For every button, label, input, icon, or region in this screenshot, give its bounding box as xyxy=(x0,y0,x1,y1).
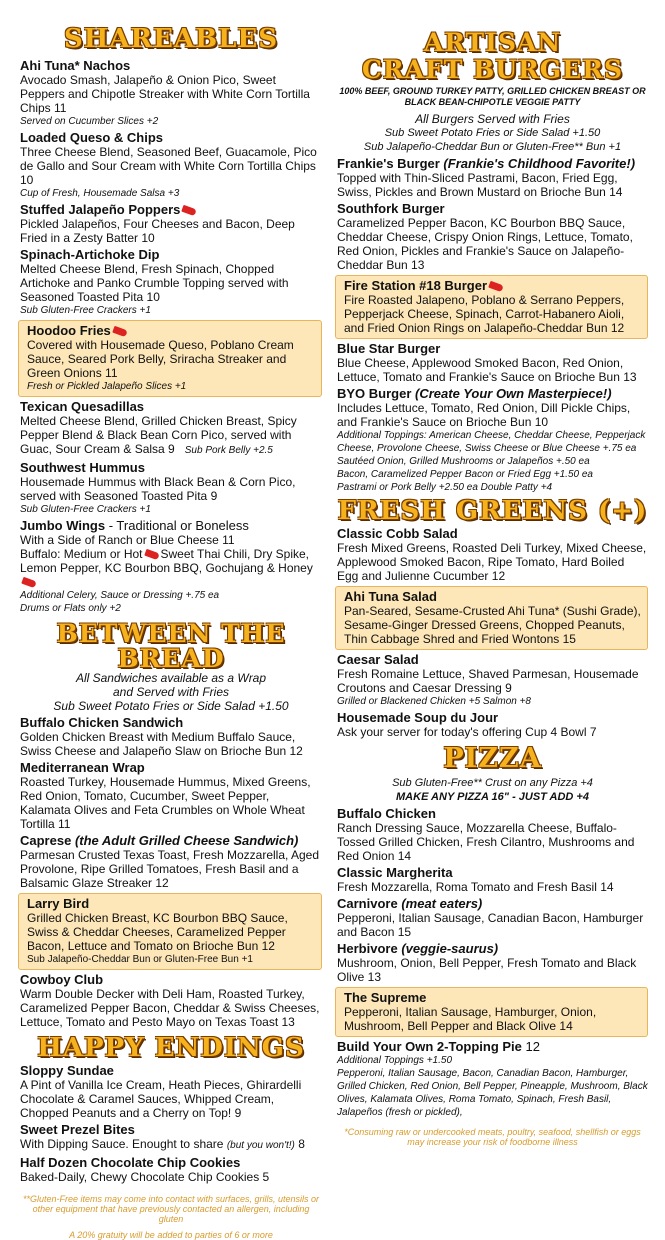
item-note: Cup of Fresh, Housemade Salsa +3 xyxy=(20,188,180,199)
item-note: Sub Gluten-Free Crackers +1 xyxy=(20,504,151,515)
menu-item-caprese xyxy=(20,833,322,890)
section-title-greens: FRESH GREENS (+) xyxy=(337,496,648,526)
section-intro: All Burgers Served with Fries xyxy=(415,112,570,126)
item-desc: Pepperoni, Italian Sausage, Canadian Bacon, Hamburger and Bacon 15 xyxy=(337,911,644,939)
item-name: Half Dozen Chocolate Chip Cookies xyxy=(20,1155,241,1170)
item-desc: Pan-Seared, Sesame-Crusted Ahi Tuna* (Sushi Grade), Sesame-Ginger Dressed Greens, Chopped Peanuts, Thin Cabbage Shred and Fried Wontons 15 xyxy=(344,604,641,646)
item-desc: Three Cheese Blend, Seasoned Beef, Guacamole, Pico de Gallo and Sour Cream with White Corn Tortilla Chips 10 xyxy=(20,145,317,187)
item-name: Classic Cobb Salad xyxy=(337,526,458,541)
item-name: Spinach-Artichoke Dip xyxy=(20,247,160,262)
menu-item-hoodoo-fries xyxy=(18,320,322,397)
menu-item-larry-bird xyxy=(18,893,322,970)
item-desc: Grilled Chicken Breast, KC Bourbon BBQ Sauce, Swiss & Cheddar Cheeses, Caramelized Pepper Bacon, Lettuce and Tomato on Brioche Bun 12 xyxy=(27,911,288,953)
item-note: Pastrami or Pork Belly +2.50 ea Double Patty +4 xyxy=(337,482,553,493)
item-aside: (but you won't!) xyxy=(226,1140,295,1151)
right-column xyxy=(337,0,648,1147)
item-desc: With a Side of Ranch or Blue Cheese 11 xyxy=(20,533,235,547)
item-desc: Fire Roasted Jalapeno, Poblano & Serrano Peppers, Pepperjack Cheese, Spinach, Carrot-Habanero Aioli, and Fried Onion Rings on Jalapeño-Cheddar Bun 12 xyxy=(344,293,625,335)
item-desc: A Pint of Vanilla Ice Cream, Heath Pieces, Ghirardelli Chocolate & Caramel Sauces, Whipped Cream, Chopped Peanuts and a Cherry on Top! 9 xyxy=(20,1078,302,1120)
menu-item-soup xyxy=(337,710,648,739)
wing-flavors: Buffalo: Medium or Hot xyxy=(20,547,143,561)
item-name-suffix: - Traditional or Boneless xyxy=(105,518,249,533)
menu-item-buffalo-sandwich xyxy=(20,715,322,758)
item-desc: Baked-Daily, Chewy Chocolate Chip Cookies 5 xyxy=(20,1170,270,1184)
section-title-happy: HAPPY ENDINGS xyxy=(37,1033,305,1063)
section-title-bread: BETWEEN THE BREAD xyxy=(56,619,286,673)
burger-caption: 100% BEEF, GROUND TURKEY PATTY, GRILLED CHICKEN BREAST OR BLACK BEAN-CHIPOTLE VEGGIE PATTY xyxy=(339,86,646,107)
item-desc: Pepperoni, Italian Sausage, Hamburger, Onion, Mushroom, Bell Pepper and Black Olive 14 xyxy=(344,1005,597,1033)
section-title-shareables: SHAREABLES xyxy=(64,24,278,54)
item-desc: Golden Chicken Breast with Medium Buffalo Sauce, Swiss Cheese and Jalapeño Slaw on Brioche Bun 12 xyxy=(20,730,303,758)
item-name: Southfork Burger xyxy=(337,201,445,216)
item-name: Buffalo Chicken Sandwich xyxy=(20,715,184,730)
menu-item-wings xyxy=(20,518,322,615)
item-note: Additional Celery, Sauce or Dressing +.75 ea xyxy=(20,590,220,601)
chili-pepper-icon xyxy=(21,577,37,588)
menu-item-blue-star xyxy=(337,341,648,384)
chili-pepper-icon xyxy=(182,205,198,216)
item-desc: Melted Cheese Blend, Grilled Chicken Breast, Spicy Pepper Blend & Black Bean Corn Pico, served with Guac, Sour Cream & Salsa 9 xyxy=(20,414,297,456)
item-name: Blue Star Burger xyxy=(337,341,441,356)
item-name: The Supreme xyxy=(344,990,427,1005)
menu-item-hummus xyxy=(20,460,322,516)
item-desc: Fresh Romaine Lettuce, Shaved Parmesan, Housemade Croutons and Caesar Dressing 9 xyxy=(337,667,639,695)
item-desc: Topped with Thin-Sliced Pastrami, Bacon, Fried Egg, Swiss, Pickles and Brown Mustard on Brioche Bun 14 xyxy=(337,171,623,199)
item-name: Frankie's Burger xyxy=(337,156,440,171)
item-desc: Melted Cheese Blend, Fresh Spinach, Chopped Artichoke and Panko Crumble Topping served with Seasoned Toasted Pita 10 xyxy=(20,262,289,304)
item-desc: Roasted Turkey, Housemade Hummus, Mixed Greens, Red Onion, Tomato, Cucumber, Sweet Pepper, Kalamata Olives and Feta Crumbles on Whole Wheat Tortilla 11 xyxy=(20,775,311,831)
menu-item-spinach-dip xyxy=(20,247,322,317)
chili-pepper-icon xyxy=(488,281,504,292)
menu-item-byo-pizza xyxy=(337,1039,648,1119)
item-name: Mediterranean Wrap xyxy=(20,760,145,775)
wing-flavors-more: Sweet Thai Chili, Dry Spike, Lemon Pepper, KC Bourbon BBQ, Gochujang & Honey xyxy=(20,547,313,575)
item-desc: Fresh Mixed Greens, Roasted Deli Turkey, Mixed Cheese, Applewood Smoked Bacon, Ripe Tomato, Hard Boiled Egg and Julienne Cucumber 12 xyxy=(337,541,647,583)
item-name: Loaded Queso & Chips xyxy=(20,130,164,145)
item-subtitle: (the Adult Grilled Cheese Sandwich) xyxy=(74,833,299,848)
item-name: Sweet Prezel Bites xyxy=(20,1122,135,1137)
menu-item-cookies xyxy=(20,1155,322,1184)
item-desc: Blue Cheese, Applewood Smoked Bacon, Red Onion, Lettuce, Tomato and Frankie's Sauce on Brioche Bun 13 xyxy=(337,356,637,384)
section-title-artisan: ARTISAN xyxy=(423,28,562,57)
item-note: Bacon, Caramelized Pepper Bacon or Fried Egg +1.50 ea xyxy=(337,469,593,480)
item-name: Caprese xyxy=(20,833,72,848)
item-note: Served on Cucumber Slices +2 xyxy=(20,116,159,127)
item-desc: Caramelized Pepper Bacon, KC Bourbon BBQ Sauce, Cheddar Cheese, Crispy Onion Rings, Lettuce, Tomato, Red Onion, Pickles and Frankie's Sauce on Jalapeño-Cheddar Bun 13 xyxy=(337,216,633,272)
item-subtitle: (Frankie's Childhood Favorite!) xyxy=(443,156,636,171)
item-desc: Ask your server for today's offering Cup 4 Bowl 7 xyxy=(337,725,597,739)
section-intro: MAKE ANY PIZZA 16" - JUST ADD +4 xyxy=(396,791,589,803)
section-intro: Sub Sweet Potato Fries or Side Salad +1.50 xyxy=(384,127,601,139)
section-intro: All Sandwiches available as a Wrap xyxy=(75,671,267,685)
item-note: Fresh or Pickled Jalapeño Slices +1 xyxy=(27,381,187,392)
item-desc: Covered with Housemade Queso, Poblano Cream Sauce, Seared Pork Belly, Sriracha Streaker and Green Onions 11 xyxy=(27,338,294,380)
section-title-pizza: PIZZA xyxy=(443,743,542,774)
item-name: Herbivore xyxy=(337,941,398,956)
item-desc: Warm Double Decker with Deli Ham, Roasted Turkey, Caramelized Pepper Bacon, Cheddar & Swiss Cheeses, Lettuce, Tomato and Pesto Mayo on Texas Toast 13 xyxy=(20,987,320,1029)
item-desc: Mushroom, Onion, Bell Pepper, Fresh Tomato and Black Olive 13 xyxy=(337,956,637,984)
menu-item-poppers xyxy=(20,202,322,245)
item-desc: Avocado Smash, Jalapeño & Onion Pico, Sweet Peppers and Chipotle Streaker with White Corn Tortilla Chips 11 xyxy=(20,73,310,115)
item-desc: Parmesan Crusted Texas Toast, Fresh Mozzarella, Aged Provolone, Ripe Grilled Tomatoes, Fresh Basil and a Balsamic Glaze Streaker 12 xyxy=(20,848,320,890)
chili-pepper-icon xyxy=(112,326,128,337)
item-name: Ahi Tuna Salad xyxy=(344,589,437,604)
item-name: Larry Bird xyxy=(27,896,90,911)
item-note: Additional Toppings +1.50 xyxy=(337,1055,452,1066)
menu-item-quesadillas xyxy=(20,399,322,458)
menu-item-margherita xyxy=(337,865,648,894)
item-name: Carnivore xyxy=(337,896,398,911)
left-column xyxy=(20,0,322,1240)
item-name: Cowboy Club xyxy=(20,972,104,987)
menu-item-ahi-nachos xyxy=(20,58,322,128)
item-desc: Pickled Jalapeños, Four Cheeses and Bacon, Deep Fried in a Zesty Batter 10 xyxy=(20,217,295,245)
section-title-craft-burgers: CRAFT BURGERS xyxy=(361,55,624,84)
menu-item-cowboy-club xyxy=(20,972,322,1029)
item-note: Drums or Flats only +2 xyxy=(20,603,121,614)
menu-item-southfork xyxy=(337,201,648,272)
menu-item-buffalo-pizza xyxy=(337,806,648,863)
menu-item-supreme xyxy=(335,987,648,1037)
item-desc: With Dipping Sauce. Enought to share xyxy=(20,1137,224,1151)
menu-item-byo-burger xyxy=(337,386,648,494)
menu-item-fire-station xyxy=(335,275,648,339)
item-name: Stuffed Jalapeño Poppers xyxy=(20,202,181,217)
menu-item-queso xyxy=(20,130,322,200)
menu-item-frankie-burger xyxy=(337,156,648,199)
item-name: Build Your Own 2-Topping Pie xyxy=(337,1039,522,1054)
item-name: BYO Burger xyxy=(337,386,412,401)
menu-item-sundae xyxy=(20,1063,322,1120)
menu-item-prezel xyxy=(20,1122,322,1153)
item-note: Grilled or Blackened Chicken +5 Salmon +8 xyxy=(337,696,531,707)
menu-item-cobb xyxy=(337,526,648,583)
menu-item-caesar xyxy=(337,652,648,708)
section-intro: Sub Sweet Potato Fries or Side Salad +1.50 xyxy=(53,699,289,713)
item-name: Buffalo Chicken xyxy=(337,806,436,821)
item-price: 12 xyxy=(521,1039,540,1054)
menu-item-carnivore xyxy=(337,896,648,939)
item-note: Sautéed Onion, Grilled Mushrooms or Jalapeños +.50 ea xyxy=(337,456,590,467)
section-intro: Sub Jalapeño-Cheddar Bun or Gluten-Free** Bun +1 xyxy=(363,141,622,153)
item-note: Pepperoni, Italian Sausage, Bacon, Canadian Bacon, Hamburger, Grilled Chicken, Red Onion, Bell Pepper, Pineapple, Mushroom, Black Olives, Kalamata Olives, Roma Tomato, Spinach, Fresh Basil, Jalapeños (fresh or pickled), xyxy=(337,1068,648,1118)
item-price: 8 xyxy=(294,1137,305,1151)
menu-item-ahi-salad xyxy=(335,586,648,650)
item-name: Jumbo Wings xyxy=(20,518,106,533)
item-name: Caesar Salad xyxy=(337,652,419,667)
item-subtitle: (meat eaters) xyxy=(401,896,483,911)
item-name: Ahi Tuna* Nachos xyxy=(20,58,131,73)
item-desc: Housemade Hummus with Black Bean & Corn Pico, served with Seasoned Toasted Pita 9 xyxy=(20,475,296,503)
item-name: Fire Station #18 Burger xyxy=(344,278,488,293)
menu-item-herbivore xyxy=(337,941,648,984)
item-subtitle: (Create Your Own Masterpiece!) xyxy=(415,386,612,401)
chili-pepper-icon xyxy=(144,549,160,560)
item-note: Sub Gluten-Free Crackers +1 xyxy=(20,305,151,316)
item-name: Housemade Soup du Jour xyxy=(337,710,499,725)
item-name: Classic Margherita xyxy=(337,865,453,880)
item-note: Sub Jalapeño-Cheddar Bun or Gluten-Free Bun +1 xyxy=(27,954,253,965)
gluten-footnote: **Gluten-Free items may come into contact with surfaces, grills, utensils or other equipment that have previously contacted an allergen, including gluten xyxy=(22,1194,320,1224)
item-desc: Ranch Dressing Sauce, Mozzarella Cheese, Buffalo-Tossed Grilled Chicken, Fresh Cilantro, Mushrooms and Red Onion 14 xyxy=(337,821,635,863)
item-desc: Fresh Mozzarella, Roma Tomato and Fresh Basil 14 xyxy=(337,880,614,894)
item-note: Additional Toppings: American Cheese, Cheddar Cheese, Pepperjack Cheese, Provolone Cheese, Swiss Cheese or Blue Cheese +.75 ea xyxy=(337,430,646,454)
section-intro: Sub Gluten-Free** Crust on any Pizza +4 xyxy=(392,777,593,789)
item-name: Hoodoo Fries xyxy=(27,323,111,338)
item-subtitle: (veggie-saurus) xyxy=(401,941,499,956)
gratuity-footnote: A 20% gratuity will be added to parties of 6 or more xyxy=(69,1230,273,1240)
raw-food-footnote: *Consuming raw or undercooked meats, poultry, seafood, shellfish or eggs may increase your risk of foodborne illness xyxy=(344,1127,641,1147)
item-desc: Includes Lettuce, Tomato, Red Onion, Dill Pickle Chips, and Frankie's Sauce on Brioche Bun 10 xyxy=(337,401,631,429)
section-intro: and Served with Fries xyxy=(112,685,230,699)
item-note: Sub Pork Belly +2.5 xyxy=(184,445,273,456)
menu-item-med-wrap xyxy=(20,760,322,831)
item-name: Southwest Hummus xyxy=(20,460,145,475)
item-name: Texican Quesadillas xyxy=(20,399,145,414)
item-name: Sloppy Sundae xyxy=(20,1063,114,1078)
